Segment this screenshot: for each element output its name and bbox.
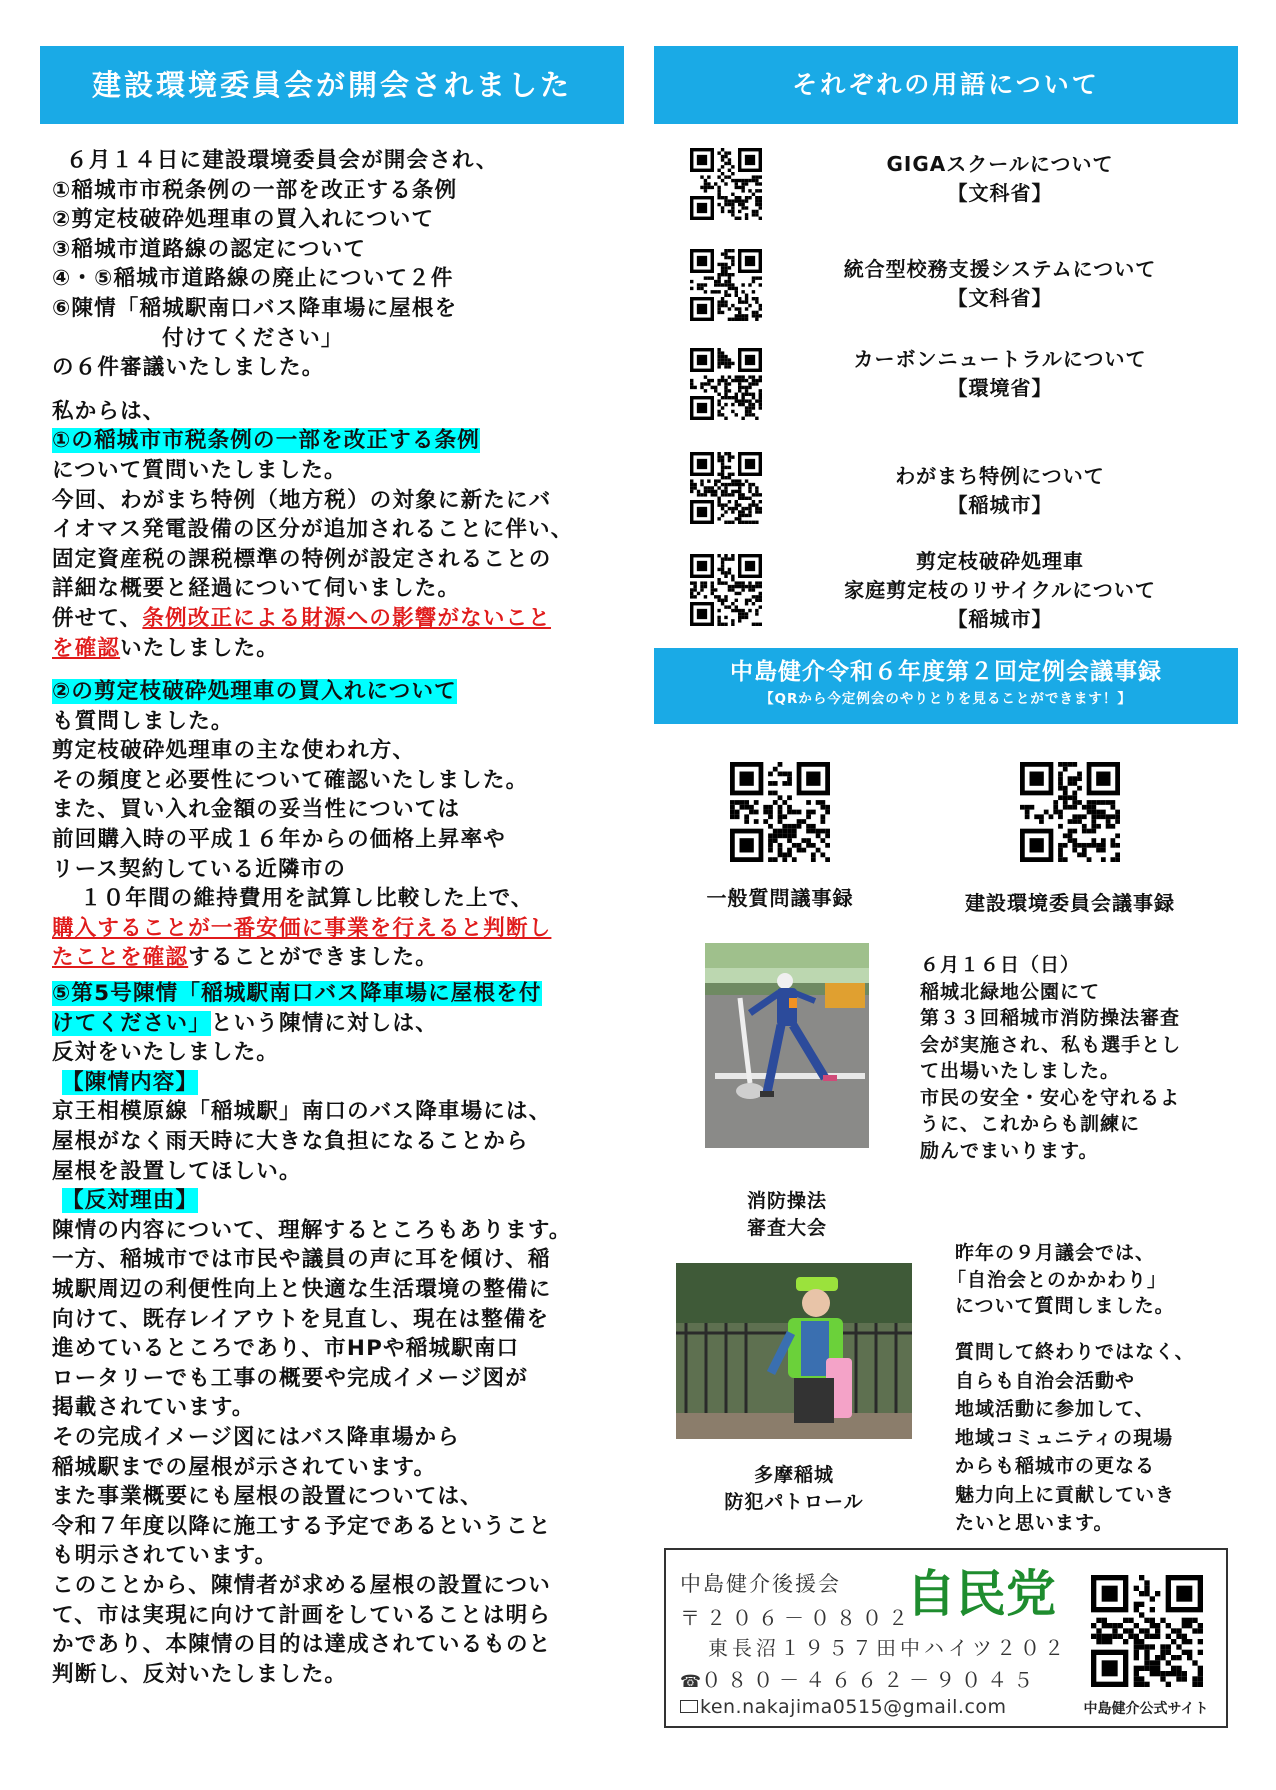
patrol-line: 質問して終わりではなく、 [955, 1341, 1195, 1363]
sec1-line: 今回、わがまち特例（地方税）の対象に新たにバ [52, 487, 552, 513]
term-title: 剪定枝破砕処理車 [916, 549, 1084, 573]
fire-drill-line: うに、これからも訓練に [920, 1113, 1141, 1135]
phone-icon: ☎ [680, 1672, 702, 1692]
qr-code-icon[interactable] [690, 554, 762, 626]
sec1-line: イオマス発電設備の区分が追加されることに伴い、 [52, 517, 574, 543]
sec3-line: 反対をいたしました。 [52, 1040, 280, 1066]
right-heading-banner [654, 46, 1238, 124]
phone-row [680, 1664, 1039, 1693]
content-label: 【陳情内容】 [62, 1069, 199, 1095]
qr-code-icon [690, 148, 762, 220]
content-line: 屋根がなく雨天時に大きな負担になることから [52, 1129, 529, 1154]
fire-drill-line: ６月１６日（日） [920, 954, 1081, 976]
postal-code: 〒２０６－０８０２ [680, 1606, 914, 1630]
mail-icon [680, 1700, 698, 1713]
email-link[interactable]: ken.nakajima0515@gmail.com [700, 1696, 1007, 1718]
minutes-title: 中島健介令和６年度第２回定例会議事録 [730, 659, 1162, 685]
patrol-line: について質問しました。 [955, 1295, 1175, 1317]
patrol-photo [676, 1263, 912, 1439]
reason-line: このことから、陳情者が求める屋根の設置につい [52, 1572, 551, 1598]
fire-drill-caption-line: 消防操法 [746, 1190, 827, 1212]
qr-code-icon [1020, 762, 1120, 862]
term-source: 【環境省】 [947, 376, 1053, 400]
term-title: 統合型校務支援システムについて [843, 257, 1157, 281]
address: 東長沼１９５７田中ハイツ２０２ [708, 1636, 1068, 1660]
patrol-photo [676, 1263, 912, 1439]
email-row [680, 1696, 1007, 1718]
patrol-line: からも稲城市の更なる [955, 1455, 1156, 1477]
reason-line: 判断し、反対いたしました。 [52, 1661, 348, 1687]
patrol-text-a [947, 1240, 1175, 1320]
fire-drill-line: 第３３回稲城市消防操法審査 [920, 1007, 1181, 1029]
reason-line: 稲城駅までの屋根が示されています。 [52, 1454, 437, 1480]
fire-drill-line: 励んでまいります。 [920, 1139, 1099, 1162]
general-question-label: 一般質問議事録 [706, 886, 854, 910]
term-item [780, 345, 1220, 403]
content-line: 京王相模原線「稲城駅」南口のバス降車場には、 [52, 1099, 552, 1125]
fire-drill-caption-line: 審査大会 [746, 1217, 827, 1239]
left-article [52, 146, 632, 1689]
reason-line: 向けて、既存レイアウトを見直し、現在は整備を [52, 1306, 550, 1332]
sec1-lead: 私からは、 [52, 398, 166, 424]
reason-line: かであり、本陳情の目的は達成されているものと [52, 1632, 552, 1658]
intro-line: ６月１４日に建設環境委員会が開会され、 [66, 148, 499, 173]
contact-box [664, 1548, 1228, 1728]
sec1-line: について質問いたしました。 [52, 457, 347, 483]
qr-code-icon[interactable] [690, 249, 762, 321]
reason-label: 【反対理由】 [62, 1188, 199, 1214]
sec2-title: ②の剪定枝破砕処理車の買入れについて [52, 679, 457, 705]
sec1-conc-red: 条例改正による財源への影響がないこと [142, 605, 551, 631]
qr-code-icon [690, 452, 762, 524]
minutes-banner [654, 648, 1238, 724]
term-source: 【文科省】 [947, 286, 1053, 310]
intro-line: の６件審議いたしました。 [52, 355, 325, 381]
right-heading: それぞれの用語について [792, 70, 1100, 99]
sec3-title: けてください」 [52, 1010, 211, 1036]
content-line: 屋根を設置してほしい。 [52, 1158, 302, 1184]
qr-code-icon[interactable] [690, 348, 762, 420]
term-item [780, 462, 1220, 520]
sec1-line: 詳細な概要と経過について伺いました。 [52, 576, 461, 602]
term-source: 【稲城市】 [947, 493, 1053, 517]
term-item [780, 255, 1220, 313]
qr-code-icon[interactable] [690, 452, 762, 524]
sec2-line: も質問しました。 [52, 708, 234, 734]
intro-line: ⑥陳情「稲城駅南口バス降車場に屋根を [52, 295, 458, 321]
term-title: わがまち特例について [895, 464, 1105, 488]
sec1-conc-suffix: いたしました。 [120, 635, 280, 661]
reason-line: ロータリーでも工事の概要や完成イメージ図が [52, 1365, 529, 1391]
term-title: GIGAスクールについて [886, 152, 1114, 176]
intro-line: ④・⑤稲城市道路線の廃止について２件 [52, 266, 454, 292]
fire-drill-photo [705, 943, 869, 1148]
intro-line: ①稲城市市税条例の一部を改正する条例 [52, 177, 458, 203]
qr-code-icon[interactable] [1020, 762, 1120, 862]
qr-code-icon [690, 348, 762, 420]
term-item [780, 150, 1220, 208]
term-title: 家庭剪定枝のリサイクルについて [844, 578, 1156, 602]
sec1-title: ①の稲城市市税条例の一部を改正する条例 [52, 428, 481, 454]
reason-line: 陳情の内容について、理解するところもあります。 [52, 1217, 572, 1243]
left-heading-banner [40, 46, 624, 124]
patrol-line: 「自治会とのかかわり」 [947, 1268, 1168, 1291]
qr-code-icon[interactable] [1091, 1575, 1203, 1687]
sec2-conc-red: たことを確認 [52, 945, 189, 971]
qr-code-icon [690, 249, 762, 321]
reason-line: て、市は実現に向けて計画をしていることは明ら [52, 1602, 551, 1628]
qr-code-icon [690, 554, 762, 626]
fire-drill-caption [705, 1188, 869, 1242]
term-title: カーボンニュートラルについて [853, 347, 1147, 371]
patrol-caption-line: 多摩稲城 [753, 1464, 834, 1486]
fire-drill-line: て出場いたしました。 [920, 1060, 1121, 1082]
party-logo: 自民党 [906, 1565, 1056, 1623]
reason-line: も明示されています。 [52, 1543, 278, 1569]
sec3-title: ⑤第5号陳情「稲城駅南口バス降車場に屋根を付 [52, 981, 542, 1007]
patrol-line: 魅力向上に貢献していき [955, 1483, 1176, 1506]
sec2-line: その頻度と必要性について確認いたしました。 [52, 767, 529, 793]
qr-code-icon[interactable] [730, 762, 830, 862]
committee-minutes-label: 建設環境委員会議事録 [965, 891, 1175, 915]
fire-drill-line: 会が実施され、私も選手とし [920, 1033, 1182, 1056]
patrol-line: たいと思います。 [955, 1512, 1114, 1534]
patrol-line: 昨年の９月議会では、 [955, 1242, 1156, 1264]
fire-drill-text [920, 952, 1181, 1164]
intro-line: ③稲城市道路線の認定について [52, 236, 367, 262]
reason-line: 掲載されています。 [52, 1395, 255, 1421]
fire-drill-photo [705, 943, 869, 1148]
sec2-line: １０年間の維持費用を試算し比較した上で、 [80, 886, 534, 912]
reason-line: 一方、稲城市では市民や議員の声に耳を傾け、稲 [52, 1247, 551, 1273]
reason-line: 城駅周辺の利便性向上と快適な生活環境の整備に [52, 1276, 552, 1302]
reason-line: その完成イメージ図にはバス降車場から [52, 1424, 460, 1450]
sec2-line: また、買い入れ金額の妥当性については [52, 797, 461, 823]
left-heading: 建設環境委員会が開会されました [91, 68, 572, 102]
patrol-line: 自らも自治会活動や [955, 1369, 1136, 1392]
qr-code-icon[interactable] [690, 148, 762, 220]
site-label: 中島健介公式サイト [1083, 1701, 1209, 1717]
reason-line: 令和７年度以降に施工する予定であるということ [52, 1513, 552, 1539]
sec1-conc-red: を確認 [52, 635, 121, 661]
sec2-line: リース契約している近隣市の [52, 856, 347, 882]
reason-line: また事業概要にも屋根の設置については、 [52, 1484, 483, 1510]
sec2-conc-suffix: することができました。 [188, 945, 438, 971]
term-source: 【稲城市】 [947, 607, 1053, 631]
phone-number[interactable]: ０８０－４６６２－９０４５ [701, 1668, 1040, 1692]
sec1-line: 固定資産税の課税標準の特例が設定されることの [52, 546, 552, 572]
qr-code-icon [1091, 1575, 1203, 1687]
fire-drill-line: 市民の安全・安心を守れるよ [920, 1086, 1181, 1109]
intro-line: 付けてください」 [162, 325, 344, 351]
sec1-conc-prefix: 併せて、 [52, 605, 143, 631]
patrol-line: 地域コミュニティの現場 [955, 1426, 1174, 1449]
minutes-subtitle: 【QRから今定例会のやりとりを見ることができます！】 [760, 691, 1132, 707]
sec2-conc-red: 購入することが一番安価に事業を行えると判断し [52, 915, 552, 941]
sec2-line: 前回購入時の平成１６年からの価格上昇率や [52, 827, 507, 853]
sec2-line: 剪定枝破砕処理車の主な使われ方、 [52, 738, 416, 764]
patrol-caption-line: 防犯パトロール [724, 1491, 864, 1513]
intro-line: ②剪定枝破砕処理車の買入れについて [52, 207, 435, 233]
patrol-caption [676, 1462, 912, 1516]
patrol-line: 地域活動に参加して、 [955, 1398, 1155, 1420]
support-org: 中島健介後援会 [680, 1572, 841, 1596]
qr-code-icon [730, 762, 830, 862]
term-source: 【文科省】 [947, 181, 1053, 205]
sec3-title-suffix: という陳情に対しは、 [210, 1010, 438, 1036]
fire-drill-line: 稲城北緑地公園にて [920, 980, 1101, 1003]
reason-line: 進めているところであり、市HPや稲城駅南口 [52, 1336, 520, 1362]
term-item [780, 547, 1220, 634]
patrol-text-b [955, 1338, 1195, 1538]
